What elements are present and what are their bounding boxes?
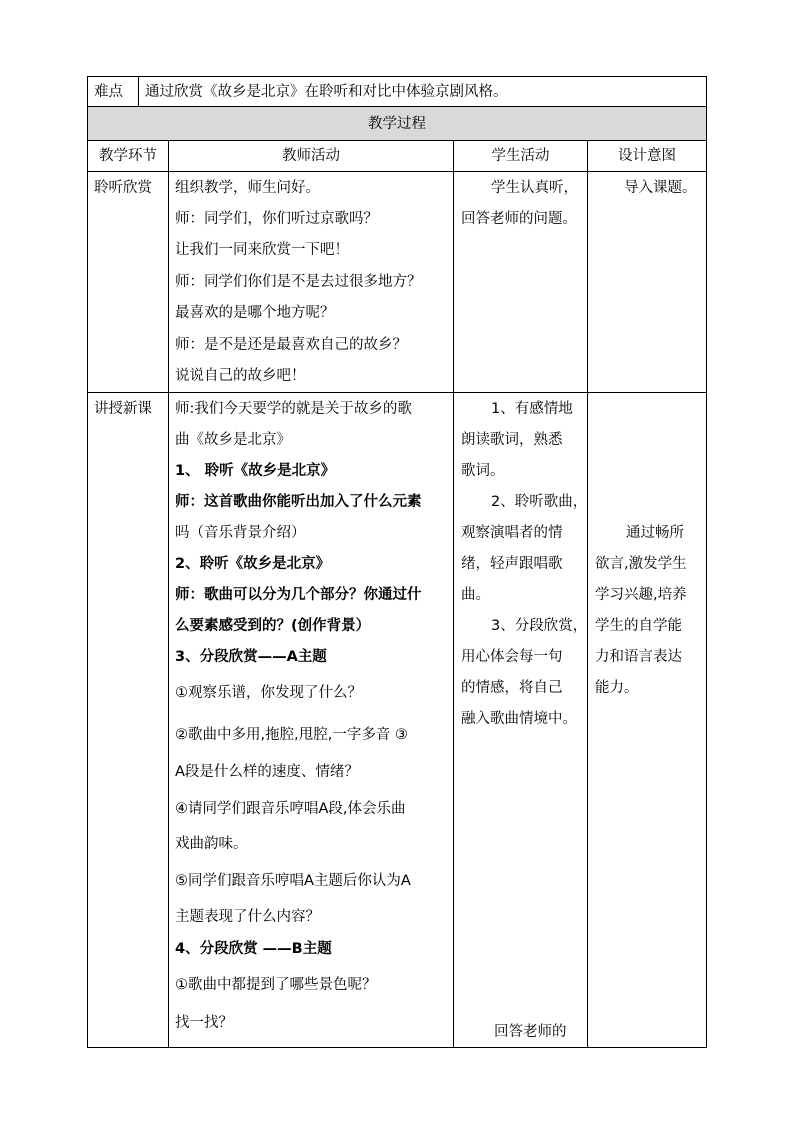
student-line: 3、分段欣赏， (491, 618, 588, 634)
design-line: 能力。 (595, 680, 639, 696)
teacher-line: 戏曲韵味。 (175, 836, 248, 852)
teacher-line: 师:我们今天要学的就是关于故乡的歌 (175, 401, 412, 417)
student-line: 融入歌曲情境中。 (461, 711, 577, 727)
student-line: 歌词。 (461, 463, 505, 479)
teacher-line: ⑤同学们跟音乐哼唱A主题后你认为A (175, 873, 411, 889)
design-line: 学习兴趣,培养 (595, 587, 687, 603)
rule (706, 76, 707, 1048)
design-line: 力和语言表达 (595, 649, 682, 665)
student-line: 1、有感情地 (491, 401, 573, 417)
teacher-line: A段是什么样的速度、情绪？ (175, 764, 359, 780)
teacher-line: 师：是不是还是最喜欢自己的故乡？ (175, 337, 407, 353)
teacher-line: 组织教学，师生问好。 (175, 180, 320, 196)
header-teacher: 教师活动 (282, 148, 340, 164)
teacher-line: 曲《故乡是北京》 (175, 432, 291, 448)
student-line: 学生认真听， (491, 180, 578, 196)
teacher-line: ②歌曲中多用,拖腔,甩腔,一字多音 ③ (175, 727, 408, 743)
design-line: 导入课题。 (624, 180, 697, 196)
design-line: 欲言,激发学生 (595, 556, 687, 572)
difficulty-label: 难点 (94, 84, 123, 100)
teacher-line: 最喜欢的是哪个地方呢？ (175, 305, 335, 321)
teacher-line: 师：同学们，你们听过京歌吗？ (175, 211, 378, 227)
rule (87, 140, 707, 141)
student-line: 的情感，将自己 (461, 680, 563, 696)
rule (87, 1047, 707, 1048)
rule (587, 140, 588, 1048)
student-line: 曲。 (461, 587, 490, 603)
rule (168, 140, 169, 1048)
student-line: 朗读歌词，熟悉 (461, 432, 563, 448)
stage-listening: 聆听欣赏 (94, 180, 152, 196)
teacher-line: 3、分段欣赏——A主题 (175, 649, 327, 665)
teacher-line: ①观察乐谱，你发现了什么？ (175, 685, 362, 701)
header-student: 学生活动 (491, 148, 550, 164)
teacher-line: ④请同学们跟音乐哼唱A段,体会乐曲 (175, 801, 406, 817)
teacher-line: 吗（音乐背景介绍） (175, 525, 306, 541)
teacher-line: 1、 聆听《故乡是北京》 (175, 463, 336, 479)
student-line: 用心体会每一句 (461, 649, 563, 665)
section-title: 教学过程 (368, 116, 426, 132)
rule (138, 76, 139, 107)
rule (87, 76, 707, 77)
teacher-line: 说说自己的故乡吧！ (175, 368, 306, 384)
rule (87, 392, 707, 393)
teacher-line: 找一找？ (175, 1015, 233, 1031)
rule (87, 106, 707, 107)
design-line: 通过畅所 (626, 525, 684, 541)
difficulty-text: 通过欣赏《故乡是北京》在聆听和对比中体验京剧风格。 (145, 84, 508, 100)
teacher-line: 2、聆听《故乡是北京》 (175, 556, 331, 572)
rule (87, 171, 707, 172)
student-line: 2、聆听歌曲， (491, 494, 588, 510)
teacher-line: 主题表现了什么内容？ (175, 909, 320, 925)
rule (453, 140, 454, 1048)
teacher-line: 师：这首歌曲你能听出加入了什么元素 (175, 494, 422, 510)
header-stage: 教学环节 (99, 148, 157, 164)
header-design: 设计意图 (618, 148, 676, 164)
teacher-line: 4、分段欣赏 ——B主题 (175, 941, 332, 957)
student-line: 绪，轻声跟唱歌 (461, 556, 563, 572)
teacher-line: 么要素感受到的？(创作背景） (175, 618, 371, 634)
student-line: 回答老师的 (494, 1024, 567, 1040)
teacher-line: ①歌曲中都提到了哪些景色呢？ (175, 977, 377, 993)
teacher-line: 让我们一同来欣赏一下吧！ (175, 242, 349, 258)
rule (87, 76, 88, 1048)
design-line: 学生的自学能 (595, 618, 682, 634)
teacher-line: 师：歌曲可以分为几个部分？你通过什 (175, 587, 422, 603)
stage-new-lesson: 讲授新课 (94, 401, 152, 417)
student-line: 观察演唱者的情 (461, 525, 563, 541)
teacher-line: 师：同学们你们是不是去过很多地方？ (175, 274, 422, 290)
student-line: 回答老师的问题。 (461, 211, 577, 227)
